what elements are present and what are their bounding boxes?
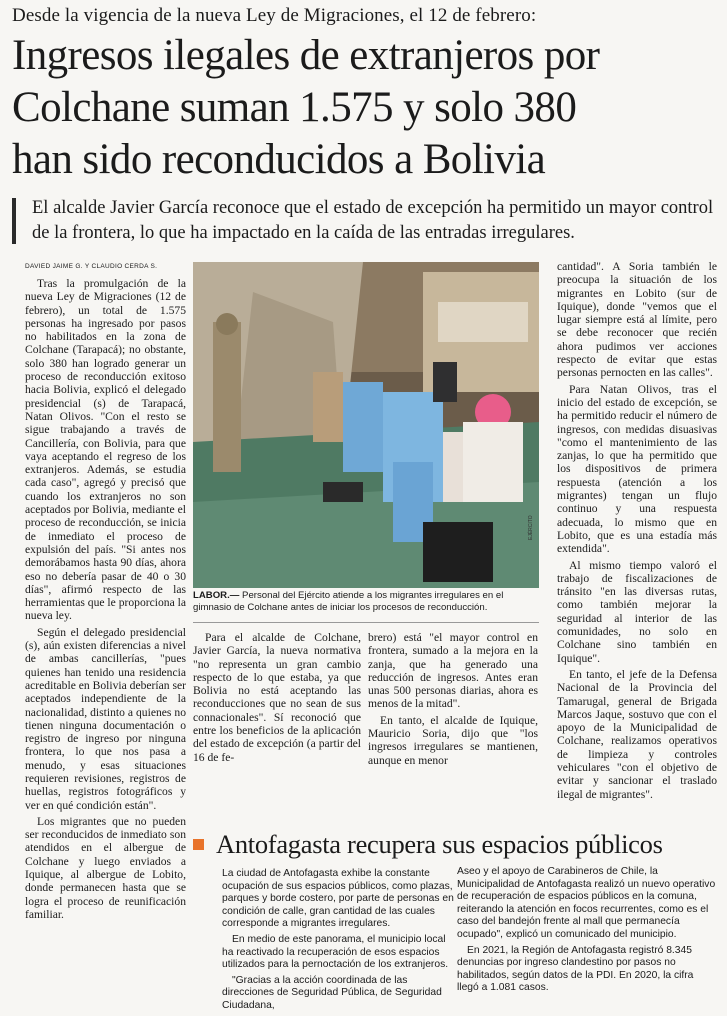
paragraph: cantidad". A Soria también le preocupa la situación de los migrantes en Lobito (sur de Iquique), donde "vemos que el lugar siempre está al límite, pero se debe reconocer que recién ahora pudimos ver acciones respecto de evitar que estas personas pernocten en las calles". [557, 260, 717, 380]
paragraph: En medio de este panorama, el municipio local ha reactivado la recuperación de esos espacios utilizados para la pernoctación de los extranjeros. [222, 933, 449, 971]
article-column-4 [557, 260, 717, 804]
section2-column-1 [222, 868, 454, 1016]
paragraph: Tras la promulgación de la nueva Ley de Migraciones (12 de febrero), un total de 1.575 personas ha ingresado por pasos no habilitados en la zona de Colchane (Tarapacá); no obstante, solo 380 han logrado generar un proceso de reconducción exitoso hacia Bolivia, explicó el delegado presidencial (s) de Tarapacá, Natan Olivos. "Con el resto se sigue trabajando a través de Cancillería, con Bolivia, para que vaya aceptando el regreso de los extranjeros. Además, se estudia cada caso", agregó y precisó que cuando los extranjeros no son aceptados por Bolivia, mediante el proceso de reconducción, se inicia de inmediato el proceso de expulsión del país. "Si antes nos demorábamos hasta 90 días, ahora eso no debería pasar de 40 o 30 días", afirmó respecto de las herramientas que le proporciona la nueva ley. [25, 277, 186, 623]
photo-illustration [193, 262, 539, 588]
caption-label: LABOR.— [193, 590, 240, 601]
paragraph: Aseo y el apoyo de Carabineros de Chile, la Municipalidad de Antofagasta realizó un nuevo operativo de recuperación de espacios públicos en la comuna, reiterando la atención en focos recurrentes, como es el caso del bandejón frente al mall que permanecía ocupado", explicó un comunicado del municipio. [457, 866, 716, 940]
paragraph: Los migrantes que no pueden ser reconducidos de inmediato son atendidos en el albergue de Colchane y luego enviados a Iquique, al albergue de Lobito, donde permanecen hasta que se logra el proceso de reunificación familiar. [25, 814, 186, 921]
photo-caption [193, 590, 539, 614]
headline-line-2: Colchane suman 1.575 y solo 380 [12, 84, 577, 131]
subhead [14, 196, 714, 246]
paragraph: En tanto, el alcalde de Iquique, Mauricio Soria, dijo que "los ingresos irregulares se mantienen, aunque en menor [368, 713, 538, 767]
section2-accent-square [193, 839, 204, 850]
headline-line-1: Ingresos ilegales de extranjeros por [12, 32, 600, 79]
paragraph: Según el delegado presidencial (s), aún existen diferencias a nivel de ambas cancillerías, "pues quienes han tenido una residencia acreditable en Bolivia deberían ser aceptados independiente de la nacionalidad, distinto a quienes no tienen ninguna documentación o registro de ingreso por ninguna frontera, lo que nos pasa a menudo, y esas situaciones requieren revisiones, registros de huellas, registros fotográficos y ver en qué condición están". [25, 625, 186, 812]
article-column-3 [368, 631, 538, 770]
article-column-2 [193, 631, 361, 767]
paragraph: En 2021, la Región de Antofagasta registró 8.345 denuncias por ingreso clandestino por pasos no habilitados, según datos de la PDI. En 2020, la cifra llegó a 1.081 casos. [457, 944, 694, 994]
headline-line-3: han sido reconducidos a Bolivia [12, 136, 546, 183]
paragraph: brero) está "el mayor control en frontera, sumado a la mejora en la zanja, que ha generado una reducción de ingresos. Antes eran unas 500 personas diarias, ahora es menos de la mitad". [368, 631, 538, 711]
caption-text: Personal del Ejército atiende a los migrantes irregulares en el gimnasio de Colchane antes de iniciar los procesos de reconducción. [193, 590, 504, 613]
headline [12, 30, 720, 186]
section2-title: Antofagasta recupera sus espacios públicos [216, 829, 663, 859]
photo-credit: EJÉRCITO [528, 515, 534, 540]
article-column-1 [25, 277, 186, 924]
paragraph: Para Natan Olivos, tras el inicio del estado de excepción, se ha permitido reducir el número de ingresos, con medidas disuasivas "como el mantenimiento de las zanjas, lo que ha permitido que los dispositivos de primera respuesta (atención a los migrantes) tengan un flujo continuo y una respuesta adecuada, lo mismo que en Lobito, que es una estadía más extendida". [557, 382, 717, 556]
paragraph: En tanto, el jefe de la Defensa Nacional de la Provincia del Tamarugal, general de Brigada Marcos Jaque, sostuvo que con el apoyo de la Municipalidad de Colchane, realizamos operativos de limpieza y controles vehiculares "con el objetivo de evitar y sancionar el traslado ilegal de migrantes". [557, 667, 717, 801]
paragraph: Al mismo tiempo valoró el trabajo de fiscalizaciones de tránsito "en las diversas rutas, como también mejorar la seguridad al interior de las comunidades, no solo en Colchane sino también en Iquique". [557, 558, 717, 665]
paragraph: Para el alcalde de Colchane, Javier García, la nueva normativa "no representa un gran cambio respecto de lo que estaba, ya que Bolivia no está aceptando las reconducciones que no sean de sus connacionales". Sí reconoció que entre los beneficios de la aplicación del estado de excepción (a partir del 16 de fe- [193, 631, 361, 764]
caption-divider [193, 622, 539, 623]
kicker: Desde la vigencia de la nueva Ley de Migraciones, el 12 de febrero: [12, 5, 537, 26]
section2-column-2 [457, 866, 717, 998]
subhead-bar [12, 198, 16, 244]
subhead-text: El alcalde Javier García reconoce que el estado de excepción ha permitido un mayor control de la frontera, lo que ha impactado en la caída de las entradas irregulares. [32, 198, 714, 243]
paragraph: "Gracias a la acción coordinada de las direcciones de Seguridad Pública, de Seguridad Ciudadana, [222, 974, 442, 1011]
paragraph: La ciudad de Antofagasta exhibe la constante ocupación de sus espacios públicos, como plazas, parques y borde costero, por parte de personas en condición de calle, gran cantidad de las cuales corresponde a migrantes irregulares. [222, 868, 454, 930]
article-photo [193, 262, 539, 588]
byline: DAVIED JAIME G. Y CLAUDIO CERDA S. [25, 263, 158, 270]
